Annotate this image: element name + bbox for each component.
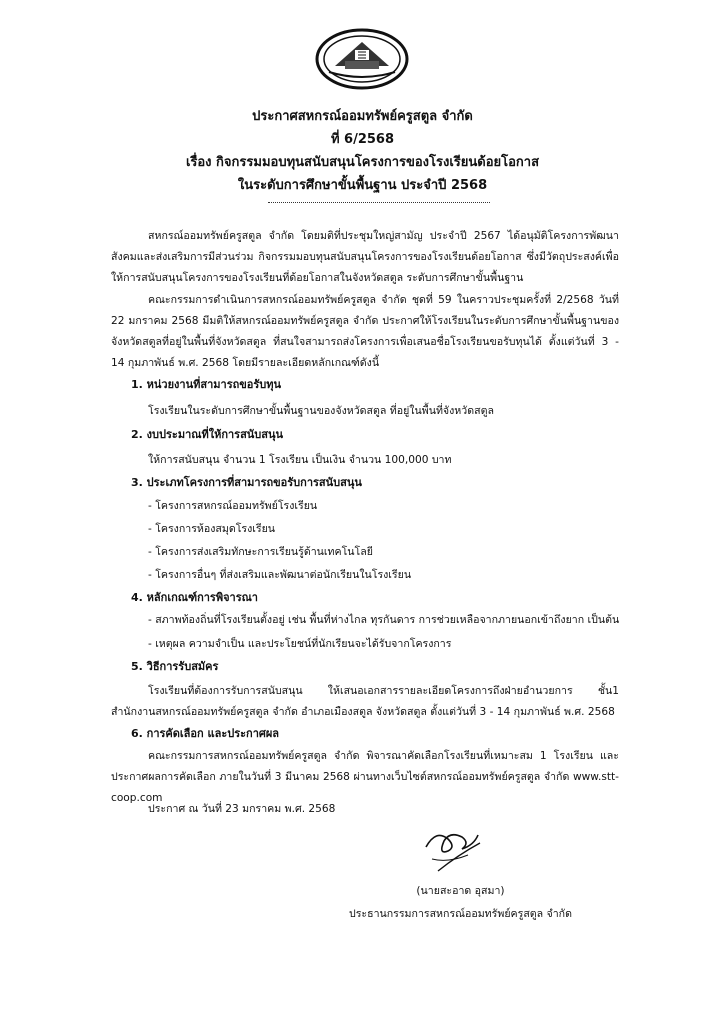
section-3-item: - โครงการอื่นๆ ที่ส่งเสริมและพัฒนาต่อนักเรียนในโรงเรียน [148,569,412,581]
announcement-subject-line2: ในระดับการศึกษาขั้นพื้นฐาน ประจำปี 2568 [237,178,488,193]
section-5-text: โรงเรียนที่ต้องการรับการสนับสนุน ให้เสนอเอกสารรายละเอียดโครงการถึงฝ่ายอำนวยการ ชั้น1 สำนักงานสหกรณ์ออมทรัพย์ครูสตูล จำกัด อำเภอเมืองสตูล จังหวัดสตูล ตั้งแต่วันที่ 3 - 14 กุมภาพันธ์ พ.ศ. 2568 [111,685,619,718]
section-5-heading: 5. วิธีการรับสมัคร [131,660,219,673]
signer-name: (นายสะอาด อุสมา) [416,885,505,897]
section-3-item: - โครงการสหกรณ์ออมทรัพย์โรงเรียน [148,500,318,512]
section-2-heading: 2. งบประมาณที่ให้การสนับสนุน [131,428,284,441]
section-4-heading: 4. หลักเกณฑ์การพิจารณา [131,591,258,604]
section-4-item: - สภาพท้องถิ่นที่โรงเรียนตั้งอยู่ เช่น พื้นที่ห่างไกล ทุรกันดาร การช่วยเหลือจากภายนอกเข้าถึงยาก เป็นต้น [148,614,620,626]
announcement-number: ที่ 6/2568 [330,132,395,147]
signer-title: ประธานกรรมการสหกรณ์ออมทรัพย์ครูสตูล จำกัด [349,908,572,920]
dotted-divider [268,202,490,203]
announcement-heading [0,105,725,197]
section-3-heading: 3. ประเภทโครงการที่สามารถขอรับการสนับสนุน [131,476,362,489]
section-2-text: ให้การสนับสนุน จำนวน 1 โรงเรียน เป็นเงิน จำนวน 100,000 บาท [148,454,452,466]
announcement-title: ประกาศสหกรณ์ออมทรัพย์ครูสตูล จำกัด [252,109,473,124]
paragraph-resolution: คณะกรรมการดำเนินการสหกรณ์ออมทรัพย์ครูสตูล จำกัด ชุดที่ 59 ในคราวประชุมครั้งที่ 2/2568 วันที่ 22 มกราคม 2568 มีมติให้สหกรณ์ออมทรัพย์ครูสตูล จำกัด ประกาศให้โรงเรียนในระดับการศึกษาขั้นพื้นฐานของจังหวัดสตูลที่อยู่ในพื้นที่จังหวัดสตูล ที่สนใจสามารถส่งโครงการเพื่อเสนอชื่อโรงเรียนขอรับทุนได้ ตั้งแต่วันที่ 3 - 14 กุมภาพันธ์ พ.ศ. 2568 โดยมีรายละเอียดหลักเกณฑ์ดังนี้ [111,294,619,369]
section-6-heading: 6. การคัดเลือก และประกาศผล [131,727,280,740]
section-3-item: - โครงการส่งเสริมทักษะการเรียนรู้ด้านเทคโนโลยี [148,546,373,558]
section-3-item: - โครงการห้องสมุดโรงเรียน [148,523,276,535]
signature [418,825,488,875]
section-6-text: คณะกรรมการสหกรณ์ออมทรัพย์ครูสตูล จำกัด พิจารณาคัดเลือกโรงเรียนที่เหมาะสม 1 โรงเรียน และประกาศผลการคัดเลือก ภายในวันที่ 3 มีนาคม 2568 ผ่านทางเว็บไซต์สหกรณ์ออมทรัพย์ครูสตูล จำกัด www.stt-coop.com [111,750,619,804]
announcement-date: ประกาศ ณ วันที่ 23 มกราคม พ.ศ. 2568 [148,803,336,815]
section-4-item: - เหตุผล ความจำเป็น และประโยชน์ที่นักเรียนจะได้รับจากโครงการ [148,638,452,650]
paragraph-intro: สหกรณ์ออมทรัพย์ครูสตูล จำกัด โดยมติที่ประชุมใหญ่สามัญ ประจำปี 2567 ได้อนุมัติโครงการพัฒนาสังคมและส่งเสริมการมีส่วนร่วม กิจกรรมมอบทุนสนับสนุนโครงการของโรงเรียนด้อยโอกาส ซึ่งมีวัตถุประสงค์เพื่อให้การสนับสนุนโครงการของโรงเรียนที่ด้อยโอกาสในจังหวัดสตูล ระดับการศึกษาขั้นพื้นฐาน [111,230,619,284]
section-1-text: โรงเรียนในระดับการศึกษาขั้นพื้นฐานของจังหวัดสตูล ที่อยู่ในพื้นที่จังหวัดสตูล [148,405,494,417]
announcement-subject: เรื่อง กิจกรรมมอบทุนสนับสนุนโครงการของโรงเรียนด้อยโอกาส [185,155,540,170]
section-1-heading: 1. หน่วยงานที่สามารถขอรับทุน [131,378,282,391]
cooperative-logo [315,28,409,90]
